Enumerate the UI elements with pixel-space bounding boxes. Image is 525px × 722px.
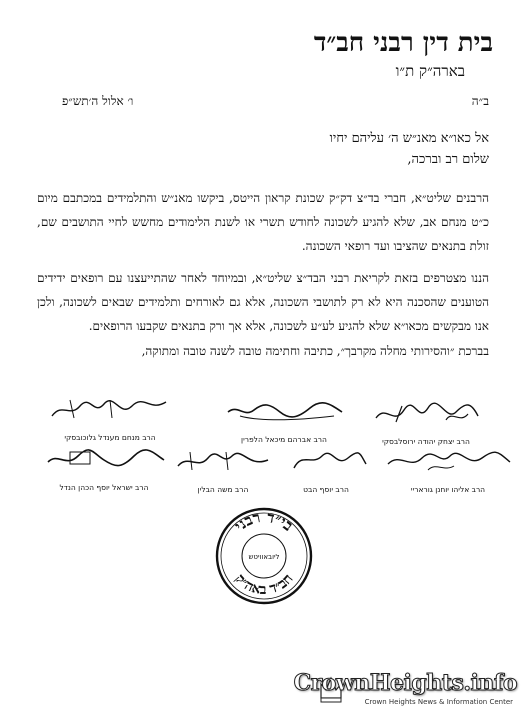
handwritten-signature [214, 394, 354, 430]
signatory-name: הרב אליהו יוחנן גוראריי [410, 485, 486, 494]
watermark-tagline: Crown Heights News & Information Center [364, 698, 513, 706]
svg-text:בי״ד רבני: בי״ד רבני [230, 507, 297, 535]
handwritten-signature [34, 442, 174, 478]
signatory-name: הרב יצחק יהודה ירוסלבסקי [382, 437, 470, 446]
svg-text:חב״ד באה״ק: חב״ד באה״ק [231, 570, 297, 599]
signature-block [356, 396, 496, 446]
signatory-name: הרב מנחם מענדל גלוכובסקי [64, 433, 156, 442]
beth-din-stamp [214, 506, 314, 606]
watermark-brand: CrownHeights.info [293, 670, 517, 696]
signature-block [214, 394, 354, 444]
greeting-line: שלום רב וברכה, [407, 152, 489, 167]
handwritten-signature [168, 444, 278, 480]
letterhead-title: בית דין רבני חב״ד [313, 28, 493, 58]
site-watermark [293, 670, 517, 712]
letter-date: ו׳ אלול ה׳תש״פ [62, 94, 134, 108]
handwritten-signature [40, 392, 180, 428]
paragraph-1: הרבנים שליט״א, חברי בד״צ דק״ק שכונת קראון הייטס, ביקשו מאנ״ש והתלמידים במכתבם מיום כ״ט מנחם אב, שלא להגיע לשכונה לחודש תשרי או לשנת הלימודים מחשש לחיי התושבים שם, זולת בתנאים שהציבו ועד רופאי השכונה. [37, 191, 489, 253]
svg-text:ליובאוויטש: ליובאוויטש [248, 553, 280, 561]
letterhead-subtitle: בארה״ק ת״ו [395, 62, 465, 80]
signatory-name: הרב אברהם מיכאל הלפרין [241, 435, 327, 444]
signatory-name: הרב ישראל יוסף הכהן הנדל [59, 483, 149, 492]
signatory-name: הרב יוסף הבט [303, 485, 349, 494]
signatory-name: הרב משה הבלין [197, 485, 249, 494]
closing-line: בברכת ״והסירותי מחלה מקרבך״, כתיבה וחתימה טובה לשנה טובה ומתוקה, [141, 344, 489, 358]
paragraph-2: הננו מצטרפים בזאת לקריאת רבני הבד״צ שליט״א, ובמיוחד לאחר שהתייעצנו עם רופאים ידידים הטוענים שהסכנה היא לא רק לתושבי השכונה, אלא גם לאורחים ותלמידים שבאים לשכונה, ולכן אנו מבקשים מכאו״א שלא להגיע לע״ע לשכונה, אלא אך ורק בתנאים שקבעו הרופאים. [37, 271, 489, 333]
signature-block [40, 392, 180, 442]
signature-block [34, 442, 174, 492]
bh-marker: ב״ה [471, 94, 489, 108]
handwritten-signature [356, 396, 496, 432]
signature-block [168, 444, 308, 494]
addressee-line: אל כאו״א מאנ״ש ה׳ עליהם יחיו [329, 131, 489, 146]
